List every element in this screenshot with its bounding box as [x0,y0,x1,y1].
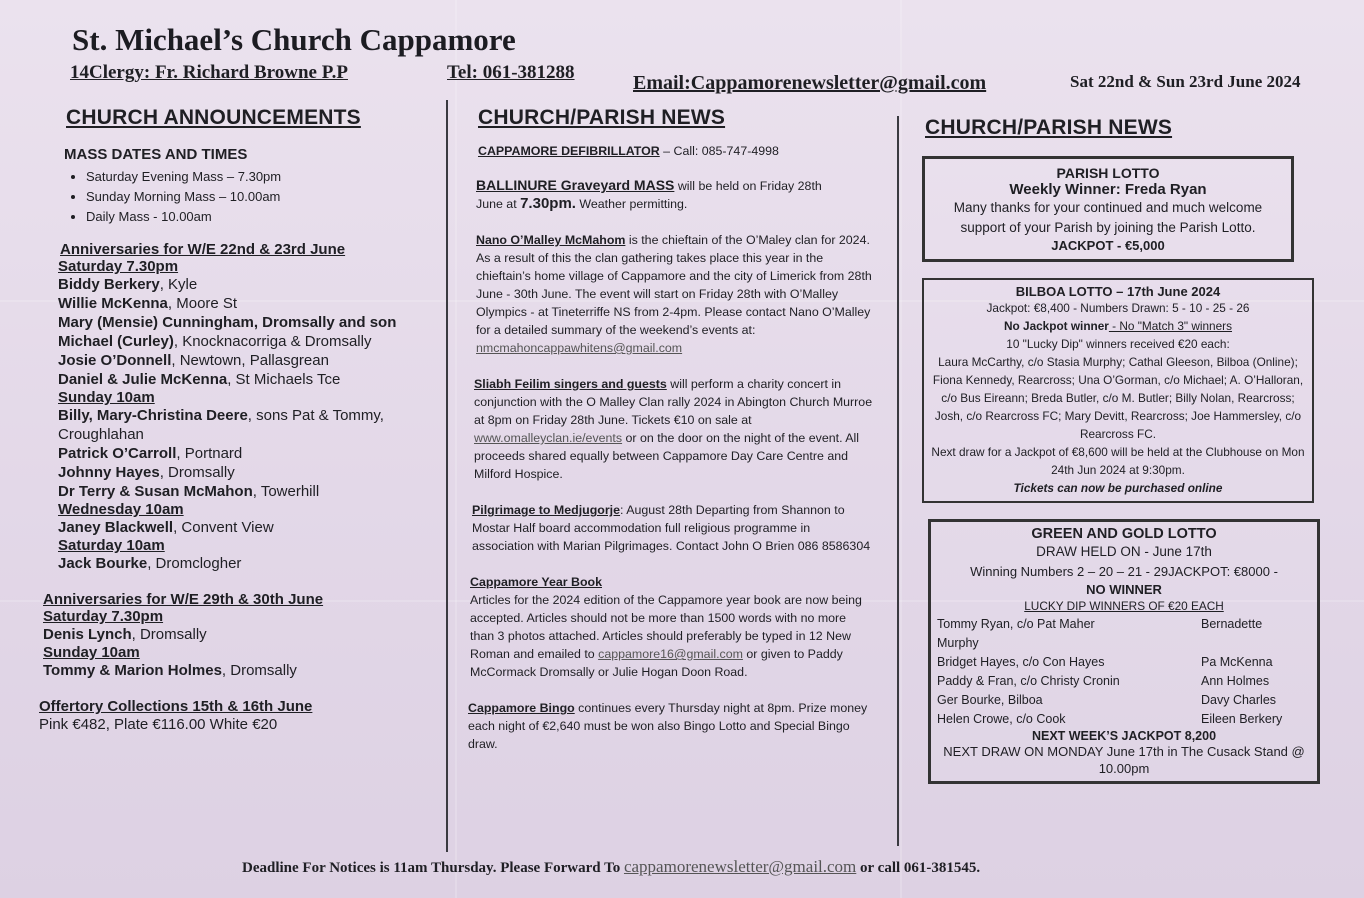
green-gold-no-winner: NO WINNER [1086,582,1162,597]
winner-left: Tommy Ryan, c/o Pat Maher [937,617,1095,631]
sliabh-text: or on the door on the night of the event. All proceeds shared equally between Cappamore Day Care Centre and Milford Hospice. [474,431,860,481]
bilboa-lucky-dip: 10 "Lucky Dip" winners received €20 each: [1006,337,1230,351]
green-gold-next-draw: NEXT DRAW ON MONDAY June 17th in The Cusack Stand @ 10.00pm [943,744,1305,776]
winner-left: Ger Bourke, Bilboa [937,693,1043,707]
anniversary-entry [58,554,438,573]
time-heading: Wednesday 10am [58,501,184,518]
parish-lotto-title: PARISH LOTTO [1056,165,1160,181]
yearbook-heading [470,573,876,591]
anniversaries-heading: Anniversaries for W/E 22nd & 23rd June [60,241,346,258]
sliabh-text: will perform a charity concert in conjunction with the O Malley Clan rally 2024 in Abington Church Murroe at 8pm on Friday 28th June. Tickets €10 on sale at [474,377,873,427]
winner-right: Bernadette [1201,617,1263,631]
winner-row [937,634,1311,653]
footer-notice [242,857,980,877]
anniversary-name: Billy, Mary-Christina Deere [58,407,248,424]
anniversary-place: , sons Pat & Tommy, [247,407,384,424]
mass-list [64,167,438,227]
nano-text: is the chieftain of the O’Maley clan for 2024. As a result of this the clan gathering takes place this year in the chieftain’s home village of Cappamore and the city of Limerick from 28th June - 30th June. The event will start on Friday 28th with O’Malley Olympics - at Tineterriffe NS from 2-4pm. Please contact Nano O’Malley for a detailed summary of the weekend’s events at: [476,233,872,337]
ballinure-title: BALLINURE Graveyard MASS [476,177,675,193]
bilboa-tickets: Tickets can now be purchased online [1013,481,1223,495]
yearbook-text: Articles for the 2024 edition of the Cappamore year book are now being accepted. Articles should not be more than 1500 words with no more than 3 photos attached. Articles should preferably be typed in 12 New Roman and emailed to [470,593,862,661]
anniversary-place: , Convent View [173,519,274,536]
bingo-title: Cappamore Bingo [468,701,575,715]
time-heading: Saturday 7.30pm [58,258,179,275]
anniversary-name: Janey Blackwell [58,519,174,536]
footer-text: or call 061-381545. [856,860,981,876]
anniversary-place: , Newtown, Pallasgrean [171,352,329,369]
church-announcements-column [38,100,438,734]
nano-notice [476,231,876,357]
section-heading: CHURCH/PARISH NEWS [478,106,726,129]
mass-heading: MASS DATES AND TIMES [64,146,248,163]
winner-row [937,672,1311,691]
parish-lotto-jackpot: JACKPOT - €5,000 [1051,238,1165,253]
anniversary-name: Denis Lynch [43,626,132,643]
footer-text: Deadline For Notices is 11am Thursday. Please Forward To [242,860,624,876]
column-divider [897,116,899,846]
anniversary-place: , Dromsally [221,662,297,679]
anniversary-name: Jack Bourke [58,555,148,572]
green-gold-lucky-heading: LUCKY DIP WINNERS OF €20 EACH [1024,599,1224,613]
paper-fold [455,0,457,898]
email-link[interactable]: Email:Cappamorenewsletter@gmail.com [633,72,987,94]
winner-row [937,691,1311,710]
winner-row [937,653,1311,672]
nano-title: Nano O’Malley McMahom [476,233,626,247]
bingo-text: continues every Thursday night at 8pm. Prize money each night of €2,640 must be won also Bingo Lotto and Special Bingo draw. [468,701,868,751]
telephone: Tel: 061-381288 [447,62,575,83]
nano-email-link[interactable]: nmcmahoncappawhitens@gmail.com [476,341,683,355]
winner-right [1201,634,1311,653]
footer-email-link[interactable]: cappamorenewsletter@gmail.com [623,857,857,876]
anniversary-place: Croughlahan [58,426,144,443]
header-info [70,62,1350,94]
anniversary-list [43,661,438,680]
time-heading: Saturday 7.30pm [43,608,164,625]
bilboa-title: BILBOA LOTTO – 17th June 2024 [1015,284,1221,299]
anniversary-entry [58,482,438,501]
anniversary-name: Biddy Berkery [58,276,160,293]
anniversary-name: Mary (Mensie) Cunningham, Dromsally and son [58,314,397,331]
parish-lotto-winner: Weekly Winner: Freda Ryan [1009,181,1207,198]
pilgrimage-text: : August 28th Departing from Shannon to Mostar Half board accommodation full religious programme in association with Marian Pilgrimages. Contact John O Brien 086 8586304 [472,503,871,553]
anniversary-name: Josie O’Donnell [58,352,172,369]
winner-row [937,615,1311,634]
parish-news-column [466,100,876,753]
anniversary-entry [58,332,438,351]
anniversary-place: , Portnard [176,445,243,462]
defibrillator-call: – Call: 085-747-4998 [659,144,779,158]
winner-right: Davy Charles [1201,693,1277,707]
anniversary-place: , St Michaels Tce [227,371,341,388]
parish-lotto-thanks: Many thanks for your continued and much welcome support of your Parish by joining the Parish Lotto. [953,200,1263,235]
anniversary-place: , Towerhill [252,483,320,500]
bingo-notice [468,699,868,753]
bilboa-next-draw: Next draw for a Jackpot of €8,600 will be held at the Clubhouse on Mon 24th Jun 2024 at 9:30pm. [931,445,1305,477]
anniversary-entry [58,294,438,313]
ballinure-notice [476,176,876,213]
pilgrimage-notice [472,501,872,555]
bilboa-no-match: - No "Match 3" winners [1108,319,1232,333]
yearbook-title: Cappamore Year Book [470,575,602,589]
sliabh-link[interactable]: www.omalleyclan.ie/events [474,431,623,445]
anniversary-name: Daniel & Julie McKenna [58,371,228,388]
anniversary-name: Michael (Curley) [58,333,174,350]
anniversary-list [43,625,438,644]
anniversary-place: , Dromsally [159,464,235,481]
anniversary-list [58,518,438,537]
green-gold-winners [937,615,1311,729]
anniversary-entry [58,463,438,482]
anniversary-place: , Kyle [159,276,198,293]
winner-right: Pa McKenna [1201,655,1273,669]
bilboa-no-jackpot: No Jackpot winner [1004,319,1109,333]
sliabh-notice [474,375,874,483]
green-gold-draw: DRAW HELD ON - June 17th [1036,544,1212,559]
list-item: • Saturday Evening Mass – 7.30pm [86,167,438,187]
winner-left: Bridget Hayes, c/o Con Hayes [937,655,1105,669]
anniversary-name: Johnny Hayes [58,464,160,481]
anniversary-place: , Knocknacorriga & Dromsally [173,333,372,350]
parish-lotto-box [922,156,1294,262]
section-heading: CHURCH ANNOUNCEMENTS [66,106,361,129]
paper-fold [900,0,902,898]
anniversaries-heading: Anniversaries for W/E 29th & 30th June [43,591,324,608]
anniversary-entry [58,313,438,332]
anniversary-list [58,275,438,389]
offertory-heading: Offertory Collections 15th & 16th June [39,698,313,715]
anniversary-name: Willie McKenna [58,295,168,312]
parish-news-column-right [918,100,1328,784]
ballinure-text: Weather permitting. [575,197,688,211]
clergy-line: 14Clergy: Fr. Richard Browne P.P [70,62,348,83]
anniversary-entry [58,425,438,444]
ballinure-time: 7.30pm. [520,195,576,212]
anniversary-place: , Moore St [167,295,238,312]
list-item: • Daily Mass - 10.00am [86,207,438,227]
issue-date: Sat 22nd & Sun 23rd June 2024 [1070,72,1301,91]
anniversary-list [58,554,438,573]
anniversary-entry [58,351,438,370]
anniversary-list [58,406,438,501]
time-heading: Sunday 10am [43,644,140,661]
winner-row [937,710,1311,729]
page-title: St. Michael’s Church Cappamore [72,22,516,57]
anniversary-entry [58,406,438,425]
yearbook-email-link[interactable]: cappamore16@gmail.com [598,647,743,661]
sliabh-title: Sliabh Feilim singers and guests [474,377,667,391]
time-heading: Saturday 10am [58,537,165,554]
time-heading: Sunday 10am [58,389,155,406]
winner-left: Murphy [937,636,979,650]
anniversary-entry [43,661,438,680]
defibrillator-label: CAPPAMORE DEFIBRILLATOR [478,144,660,158]
yearbook-text: or given to Paddy McCormack Dromsally or Julie Hogan Doon Road. [470,647,843,679]
anniversary-entry [58,275,438,294]
anniversary-entry [58,444,438,463]
yearbook-notice [470,591,872,681]
anniversary-entry [58,518,438,537]
anniversary-name: Patrick O’Carroll [58,445,177,462]
green-gold-title: GREEN AND GOLD LOTTO [1031,526,1217,542]
defibrillator-notice [478,142,876,160]
winner-right: Eileen Berkery [1201,712,1283,726]
green-gold-lotto-box [928,519,1320,784]
winner-left: Helen Crowe, c/o Cook [937,712,1066,726]
section-heading: CHURCH/PARISH NEWS [925,116,1173,139]
green-gold-numbers: Winning Numbers 2 – 20 – 21 - 29JACKPOT: €8000 - [970,564,1278,579]
anniversary-entry [58,370,438,389]
offertory-text: Pink €482, Plate €116.00 White €20 [39,716,278,733]
anniversary-place: , Dromsally [131,626,207,643]
anniversary-entry [43,625,438,644]
anniversary-name: Tommy & Marion Holmes [43,662,222,679]
column-divider [446,100,448,852]
bilboa-winners: Laura McCarthy, c/o Stasia Murphy; Cathal Gleeson, Bilboa (Online); Fiona Kennedy, Rearcross; Una O’Gorman, c/o Michael; A. O’Halloran, c/o Bus Eireann; Breda Butler, c/o M. Butler; Billy Nolan, Rearcross; Josh, c/o Rearcross FC; Mary Devitt, Rearcross; Joe Hammersley, c/o Rearcross FC. [932,355,1304,441]
ballinure-text: will be held on Friday 28th [674,179,822,193]
pilgrimage-title: Pilgrimage to Medjugorje [472,503,621,517]
bilboa-lotto-box [922,278,1314,503]
bilboa-jackpot: Jackpot: €8,400 - Numbers Drawn: 5 - 10 - 25 - 26 [986,301,1250,315]
winner-left: Paddy & Fran, c/o Christy Cronin [937,674,1120,688]
bilboa-result [930,317,1306,335]
ballinure-text: June at [476,197,521,211]
list-item: • Sunday Morning Mass – 10.00am [86,187,438,207]
anniversary-place: , Dromclogher [147,555,242,572]
green-gold-next-jackpot: NEXT WEEK’S JACKPOT 8,200 [1031,729,1217,743]
winner-right: Ann Holmes [1201,674,1270,688]
anniversary-name: Dr Terry & Susan McMahon [58,483,253,500]
